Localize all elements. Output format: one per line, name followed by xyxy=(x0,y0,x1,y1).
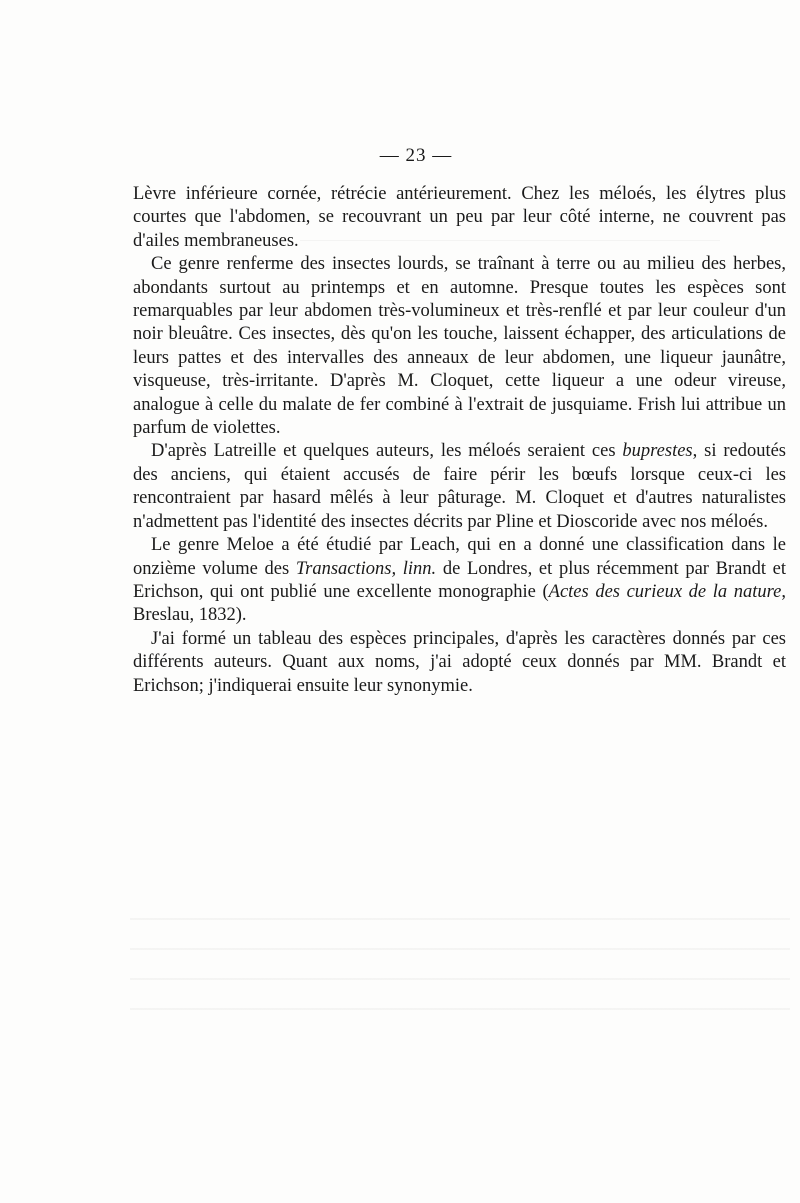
paragraph-text: Le genre Meloe a été étudié par Leach, qui en a donné une classification dans le onzième volume des xyxy=(133,535,786,579)
paragraph-3 xyxy=(133,440,786,534)
paragraph-text: J'ai formé un tableau des espèces principales, d'après les caractères donnés par ces différents auteurs. Quant aux noms, j'ai adopté ceux donnés par MM. Brandt et Erichson; j'indiquerai ensuite leur synonymie. xyxy=(133,628,786,696)
italic-title-actes: Actes des curieux de la nature xyxy=(548,581,782,602)
paragraph-5 xyxy=(133,628,786,698)
paragraph-text: de Londres, et plus récemment par Brandt et Erichson, qui ont publié une excellente monographie ( xyxy=(133,558,787,602)
paragraph-text: , Breslau, 1832). xyxy=(133,581,786,626)
paragraph-2 xyxy=(133,253,786,440)
paragraph-1 xyxy=(133,183,786,253)
bleed-through-shadow-lower xyxy=(130,890,790,1010)
paragraph-text: Lèvre inférieure cornée, rétrécie antérieurement. Chez les méloés, les élytres plus courtes que l'abdomen, se recouvrant un peu par leur côté interne, ne couvrent pas d'ailes membraneuses. xyxy=(133,184,786,251)
page-number: — 23 — xyxy=(379,145,453,166)
paragraph-text: , si redoutés des anciens, qui étaient accusés de faire périr les bœufs lorsque ceux-ci les rencontraient par hasard mêlés à leur pâturage. M. Cloquet et d'autres naturalistes n'admettent pas l'identité des insectes décrits par Pline et Dioscoride avec nos méloés. xyxy=(133,441,787,532)
italic-title-transactions: Transactions, linn. xyxy=(295,558,437,579)
paragraph-text: D'après Latreille et quelques auteurs, les méloés seraient ces xyxy=(151,441,623,462)
italic-term-buprestes: buprestes xyxy=(622,441,693,462)
body-text xyxy=(133,183,786,698)
paragraph-text: Ce genre renferme des insectes lourds, se traînant à terre ou au milieu des herbes, abondants surtout au printemps et en automne. Presque toutes les espèces sont remarquables par leur abdomen très-volumineux et très-renflé et par leur couleur d'un noir bleuâtre. Ces insectes, dès qu'on les touche, laissent échapper, des articulations de leurs pattes et des intervalles des anneaux de leur abdomen, une liqueur jaunâtre, visqueuse, très-irritante. D'après M. Cloquet, cette liqueur a une odeur vireuse, analogue à celle du malate de fer combiné à l'extrait de jusquiame. Frish lui attribue un parfum de violettes. xyxy=(133,254,786,439)
paragraph-4 xyxy=(133,534,786,628)
